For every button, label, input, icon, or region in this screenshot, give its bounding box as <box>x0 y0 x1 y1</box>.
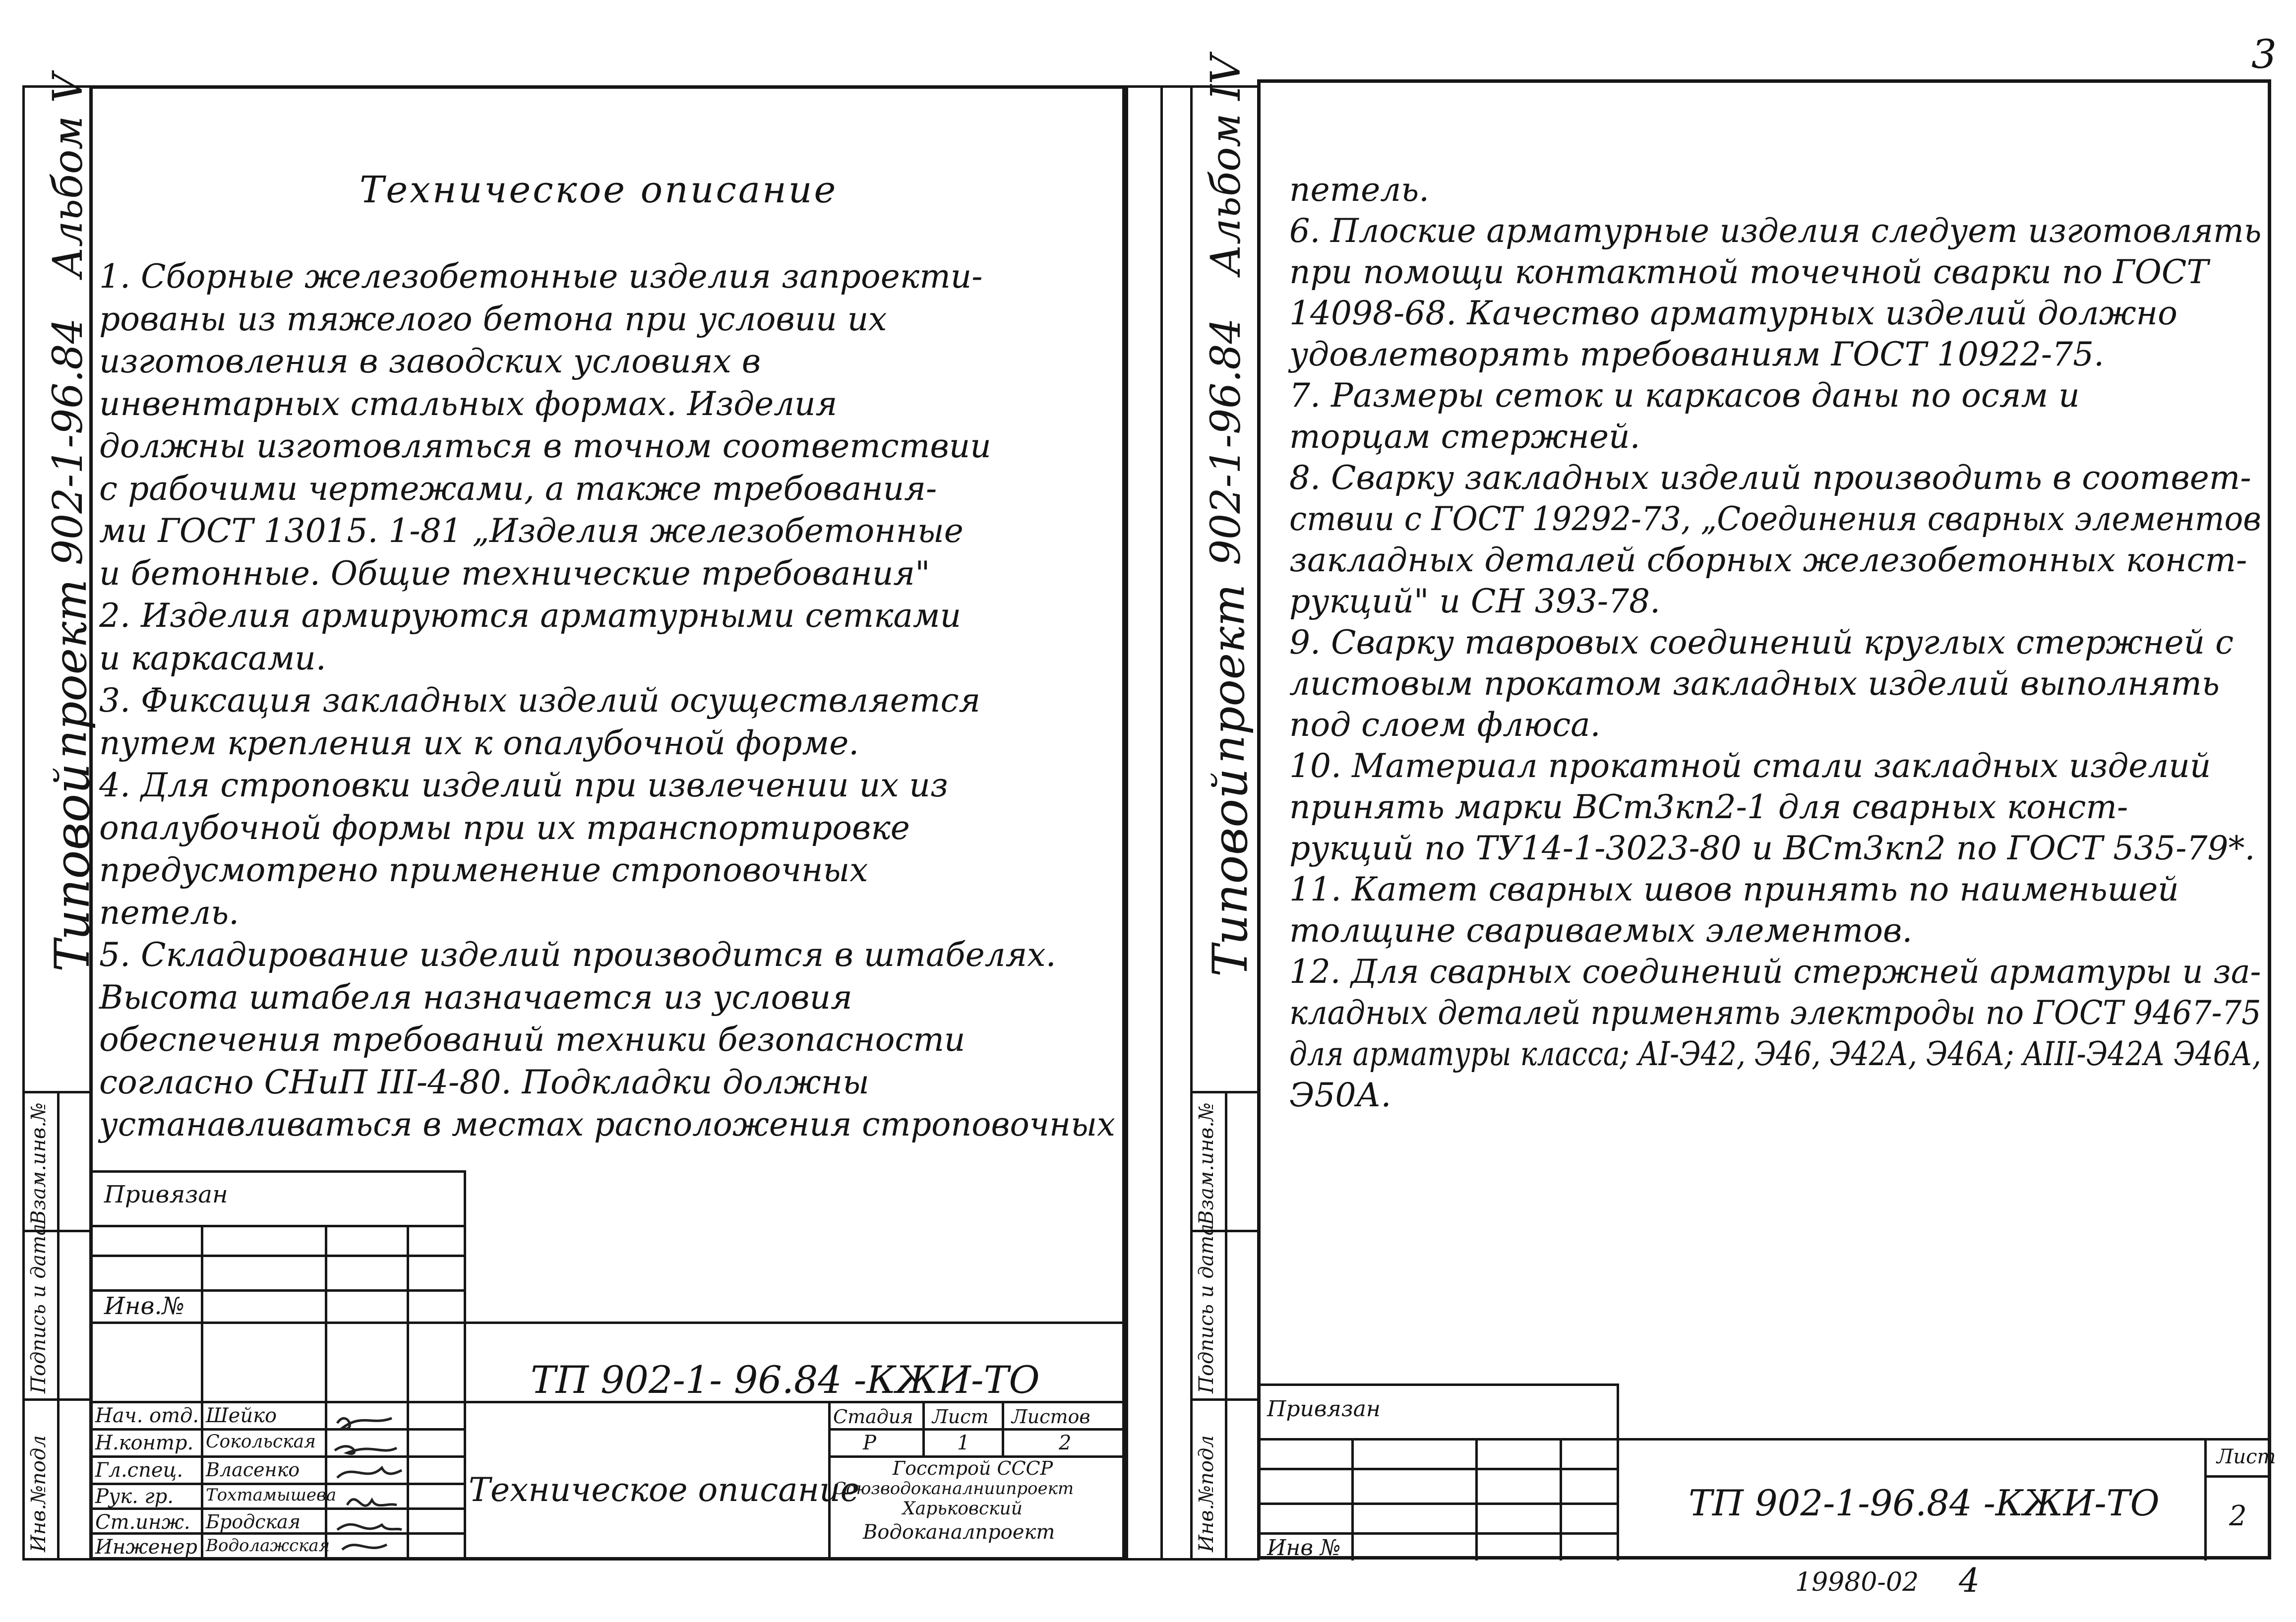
left-body-line: устанавливаться в местах расположения строповочных <box>99 1105 1115 1143</box>
rtb-row-d <box>1257 1532 1619 1535</box>
left-body-line: инвентарных стальных формах. Изделия <box>99 384 838 423</box>
left-side-album: Альбом V <box>45 73 92 278</box>
left-body-line: изготовления в заводских условиях в <box>99 342 761 380</box>
tb-name-0: Шейко <box>206 1404 277 1427</box>
left-body-line: и бетонные. Общие технические требования" <box>99 554 930 593</box>
rtb-list-val: 2 <box>2229 1500 2247 1532</box>
right-body-line: кладных деталей применять электроды по ГОСТ 9467-75 <box>1289 994 2261 1032</box>
left-body-line: путем крепления их к опалубочной форме. <box>99 723 859 762</box>
tb-inv: Инв.№ <box>104 1292 185 1320</box>
tb-stage-col2 <box>1002 1401 1004 1455</box>
left-body-line: петель. <box>99 893 240 932</box>
rtb-col-1 <box>1351 1438 1354 1561</box>
rtb-privyazan: Привязан <box>1267 1396 1381 1422</box>
right-body-line: удовлетворять требованиям ГОСТ 10922-75. <box>1289 335 2105 373</box>
tb-sheets-val: 2 <box>1059 1432 1072 1454</box>
left-body-line: 2. Изделия армируются арматурными сетками <box>99 597 962 635</box>
right-bottom-line <box>1126 1558 1260 1561</box>
right-side-word2: проект <box>1203 584 1255 764</box>
right-body-line: принять марки ВСт3кп2-1 для сварных конст- <box>1289 788 2128 826</box>
tb-stage-val: Р <box>863 1432 876 1454</box>
right-stamp-col-a <box>1225 1091 1227 1560</box>
tb-org-1: Союзводоканалниипроект <box>833 1479 1074 1499</box>
rtb-row-c <box>1257 1502 1619 1505</box>
left-body-line: 4. Для строповки изделий при извлечении их из <box>99 766 948 804</box>
tb-row-c <box>89 1289 466 1292</box>
left-body-line: 5. Складирование изделий производится в штабелях. <box>99 936 1056 974</box>
rtb-list-col <box>2204 1438 2207 1561</box>
right-body-line: 8. Сварку закладных изделий производить в соответ- <box>1289 459 2251 497</box>
right-body-line: 10. Материал прокатной стали закладных изделий <box>1289 747 2211 785</box>
right-body-line: 6. Плоские арматурные изделия следует изготовлять <box>1289 212 2262 250</box>
right-body-line: рукций по ТУ14-1-3023-80 и ВСт3кп2 по ГОСТ 535-79*. <box>1289 829 2255 867</box>
right-body-line: для арматуры класса; AI-Э42, Э46, Э42А, Э46А; AIII-Э42А Э46А, <box>1289 1035 2261 1073</box>
right-body-line: петель. <box>1289 171 1430 209</box>
tb-stage-col1 <box>922 1401 925 1455</box>
tb-left-right <box>464 1170 466 1324</box>
tb-name-5: Водолажская <box>206 1536 330 1556</box>
right-body-line: при помощи контактной точечной сварки по ГОСТ <box>1289 253 2209 291</box>
right-body-line: 9. Сварку тавровых соединений круглых стержней с <box>1289 623 2234 661</box>
left-body-line: рованы из тяжелого бетона при условии их <box>99 300 887 338</box>
tb-name-4: Бродская <box>206 1511 301 1533</box>
left-body-line: Высота штабеля назначается из условия <box>99 978 852 1017</box>
right-stamp-vzam: Взам.инв.№ <box>1195 1102 1218 1225</box>
left-body-line: ми ГОСТ 13015. 1-81 „Изделия железобетонные <box>99 512 964 550</box>
right-body-line: 7. Размеры сеток и каркасов даны по осям и <box>1289 376 2080 415</box>
left-body-line: должны изготовляться в точном соответствии <box>99 427 991 465</box>
left-body-line: предусмотрено применение строповочных <box>99 851 868 889</box>
left-stamp-inv: Инв.№подл <box>27 1435 50 1552</box>
left-heading: Техническое описание <box>360 169 838 211</box>
right-side-word1: Типовой <box>1203 768 1258 977</box>
tb-org-0: Госстрой СССР <box>893 1457 1053 1479</box>
left-side-project: 902-1-96.84 <box>45 318 92 565</box>
tb-row-a <box>89 1225 466 1227</box>
right-body-line: Э50А. <box>1289 1076 1391 1114</box>
rtb-row-b <box>1257 1468 1619 1470</box>
left-stamp-vzam: Взам.инв.№ <box>27 1102 50 1225</box>
tb-row-f <box>89 1428 466 1431</box>
left-stamp-sep-3 <box>22 1398 92 1401</box>
left-side-word1: Типовой <box>45 763 100 972</box>
rtb-list-row <box>2204 1475 2271 1478</box>
left-body-line: обеспечения требований техники безопасности <box>99 1021 966 1059</box>
rtb-col-2 <box>1475 1438 1478 1561</box>
tb-row-b <box>89 1255 466 1257</box>
tb-name-1: Сокольская <box>206 1432 316 1452</box>
tb-org-3: Водоканалпроект <box>863 1521 1055 1544</box>
tb-org-2: Харьковский <box>903 1499 1023 1519</box>
rtb-row-a <box>1257 1438 2271 1441</box>
left-body-line: опалубочной формы при их транспортировке <box>99 808 910 847</box>
rtb-list-head: Лист <box>2217 1445 2276 1468</box>
right-title-block <box>1257 1383 2276 1561</box>
tb-top <box>89 1170 466 1173</box>
right-body-line: ствии с ГОСТ 19292-73, „Соединения сварных элементов <box>1289 500 2261 538</box>
page-number: 3 <box>2251 31 2277 77</box>
left-stamp-sep-1 <box>22 1091 92 1093</box>
right-stamp-sep-3 <box>1190 1398 1260 1401</box>
rtb-top <box>1257 1383 1619 1386</box>
tb-privyazan: Привязан <box>104 1181 228 1208</box>
rtb-col-3 <box>1560 1438 1562 1561</box>
left-side-word2: проект <box>45 579 97 759</box>
left-stamp-sign: Подпись и дата <box>27 1223 50 1393</box>
left-body-line: с рабочими чертежами, а также требования- <box>99 469 937 508</box>
tb-role-1: Н.контр. <box>95 1432 194 1454</box>
tb-row-g <box>89 1455 466 1458</box>
right-body-line: 11. Катет сварных швов принять по наименьшей <box>1289 870 2179 908</box>
rtb-inv: Инв № <box>1267 1535 1341 1561</box>
right-margin-line <box>1190 85 1193 1561</box>
tb-role-3: Рук. гр. <box>95 1485 174 1508</box>
tb-stage-line <box>828 1428 1126 1431</box>
left-body-line: и каркасами. <box>99 639 326 677</box>
right-body-line: 14098-68. Качество арматурных изделий должно <box>1289 294 2177 332</box>
tb-stage-head: Стадия <box>833 1406 913 1428</box>
tb-role-0: Нач. отд. <box>95 1404 199 1427</box>
left-title-block <box>89 1170 1126 1561</box>
right-side-project: 902-1-96.84 <box>1203 318 1250 565</box>
right-stamp-inv: Инв.№подл <box>1195 1435 1218 1552</box>
right-body-line: рукций" и СН 393-78. <box>1289 582 1661 620</box>
right-stamp-sep-1 <box>1190 1091 1260 1093</box>
footer-sheet: 4 <box>1959 1562 1980 1600</box>
tb-row-d <box>89 1322 1126 1324</box>
tb-col-4 <box>464 1322 466 1561</box>
right-body-line: торцам стержней. <box>1289 418 1640 456</box>
rtb-code: ТП 902-1-96.84 -КЖИ-ТО <box>1689 1482 2160 1524</box>
left-body-line: 1. Сборные железобетонные изделия запроекти- <box>99 257 983 296</box>
tb-name-3: Тохтамышева <box>206 1485 337 1505</box>
tb-role-2: Гл.спец. <box>95 1459 183 1482</box>
center-gutter-a <box>1126 85 1128 1561</box>
tb-col-1 <box>201 1225 203 1561</box>
right-side-album: Альбом IV <box>1203 55 1250 275</box>
tb-sheet-val: 1 <box>957 1432 970 1454</box>
right-body-line: толщине свариваемых элементов. <box>1289 911 1913 950</box>
left-stamp-col-a <box>57 1091 60 1560</box>
tb-title: Техническое описание <box>469 1471 860 1509</box>
right-body-line: 12. Для сварных соединений стержней арматуры и за- <box>1289 953 2261 991</box>
tb-role-4: Ст.инж. <box>95 1511 190 1534</box>
right-body-line: под слоем флюса. <box>1289 706 1601 744</box>
tb-col-3 <box>407 1225 409 1561</box>
tb-sheets-head: Листов <box>1012 1406 1090 1428</box>
left-body-line: 3. Фиксация закладных изделий осуществляется <box>99 681 981 720</box>
left-margin-line <box>22 85 25 1561</box>
right-body-line: закладных деталей сборных железобетонных конст- <box>1289 541 2247 579</box>
tb-sheet-head: Лист <box>932 1406 989 1428</box>
signature-marks <box>327 1403 407 1557</box>
left-body-line: согласно СНиП III-4-80. Подкладки должны <box>99 1063 869 1101</box>
center-gutter-b <box>1160 85 1163 1561</box>
right-body-line: листовым прокатом закладных изделий выполнять <box>1289 664 2220 703</box>
right-stamp-sign: Подпись и дата <box>1195 1223 1218 1393</box>
footer-number: 19980-02 <box>1795 1567 1919 1597</box>
tb-code: ТП 902-1- 96.84 -КЖИ-ТО <box>531 1358 1040 1402</box>
tb-role-5: Инженер <box>95 1536 197 1559</box>
tb-name-2: Власенко <box>206 1459 300 1481</box>
